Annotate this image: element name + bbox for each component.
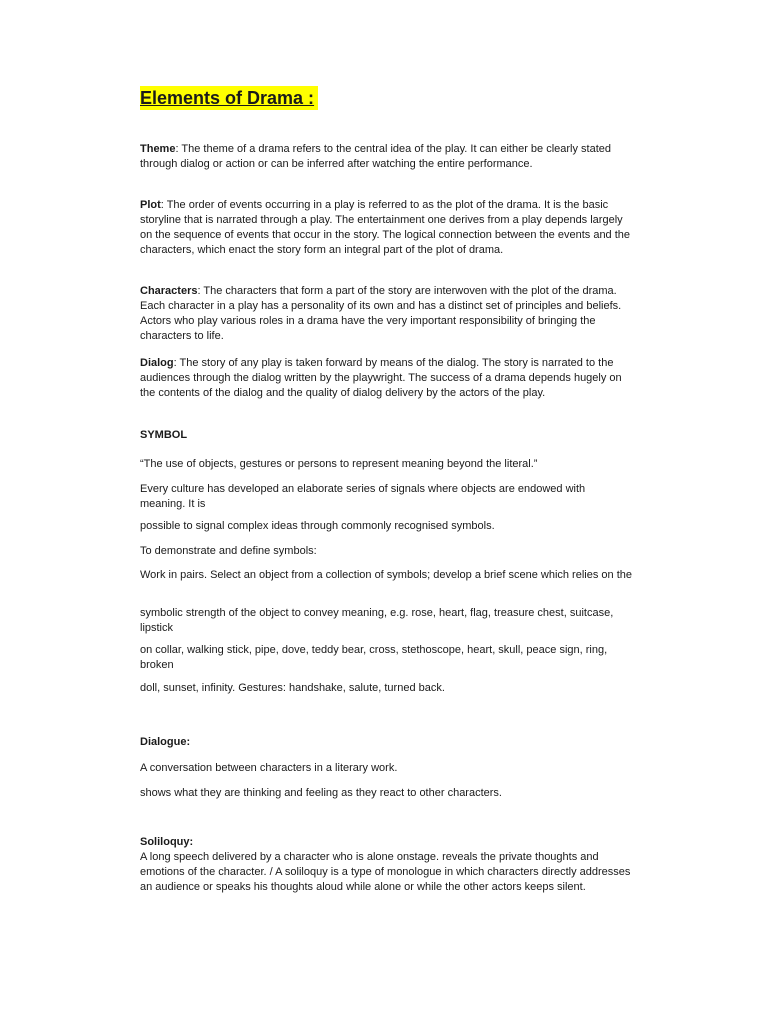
dialog-text: : The story of any play is taken forward by means of the dialog. The story is narrated to the audiences through the dialog written by the playwright. The success of a drama depends hugely on the contents of the dialog and the quality of dialog delivery by the actors of the play.	[140, 357, 622, 399]
characters-label: Characters	[140, 285, 198, 297]
soliloquy-heading: Soliloquy:	[140, 836, 194, 848]
symbol-paragraph-7: doll, sunset, infinity. Gestures: handshake, salute, turned back.	[140, 682, 445, 694]
dialogue-paragraph-2: shows what they are thinking and feeling as they react to other characters.	[140, 787, 502, 799]
symbol-heading: SYMBOL	[140, 429, 188, 441]
dialogue-heading: Dialogue:	[140, 736, 191, 748]
symbol-paragraph-1: Every culture has developed an elaborate series of signals where objects are endowed with meaning. It is	[140, 483, 586, 510]
symbol-paragraph-5: symbolic strength of the object to convey meaning, e.g. rose, heart, flag, treasure chest, suitcase, lipstick	[140, 607, 614, 634]
dialogue-paragraph-1: A conversation between characters in a literary work.	[140, 762, 398, 774]
dialog-label: Dialog	[140, 357, 174, 369]
theme-paragraph	[140, 142, 632, 172]
page-title-text: Elements of Drama :	[140, 88, 315, 108]
characters-text: : The characters that form a part of the story are interwoven with the plot of the drama. Each character in a play has a personality of its own and has a distinct set of principles and beliefs. Actors who play various roles in a drama have the very important responsibility of bringing the characters to life.	[140, 285, 622, 342]
soliloquy-paragraph: A long speech delivered by a character who is alone onstage. reveals the private thoughts and emotions of the character. / A soliloquy is a type of monologue in which characters directly addresses an audience or speaks his thoughts aloud while alone or while the other actors keeps silent.	[140, 851, 631, 893]
document-page	[140, 86, 632, 893]
dialog-paragraph	[140, 356, 632, 401]
theme-text: : The theme of a drama refers to the central idea of the play. It can either be clearly stated through dialog or action or can be inferred after watching the entire performance.	[140, 143, 612, 170]
characters-paragraph	[140, 284, 632, 344]
plot-label: Plot	[140, 199, 161, 211]
symbol-paragraph-4: Work in pairs. Select an object from a collection of symbols; develop a brief scene which relies on the	[140, 569, 632, 581]
page-title	[140, 86, 318, 110]
plot-paragraph	[140, 198, 632, 258]
symbol-paragraph-2: possible to signal complex ideas through commonly recognised symbols.	[140, 520, 495, 532]
plot-text: : The order of events occurring in a play is referred to as the plot of the drama. It is the basic storyline that is narrated through a play. The entertainment one derives from a play depends largely on the sequence of events that occur in the story. The logical connection between the events and the characters, which enact the story form an integral part of the plot of drama.	[140, 199, 631, 256]
symbol-paragraph-6: on collar, walking stick, pipe, dove, teddy bear, cross, stethoscope, heart, skull, peace sign, ring, broken	[140, 644, 608, 671]
symbol-paragraph-3: To demonstrate and define symbols:	[140, 545, 317, 557]
theme-label: Theme	[140, 143, 176, 155]
symbol-quote: “The use of objects, gestures or persons to represent meaning beyond the literal.”	[140, 458, 538, 470]
